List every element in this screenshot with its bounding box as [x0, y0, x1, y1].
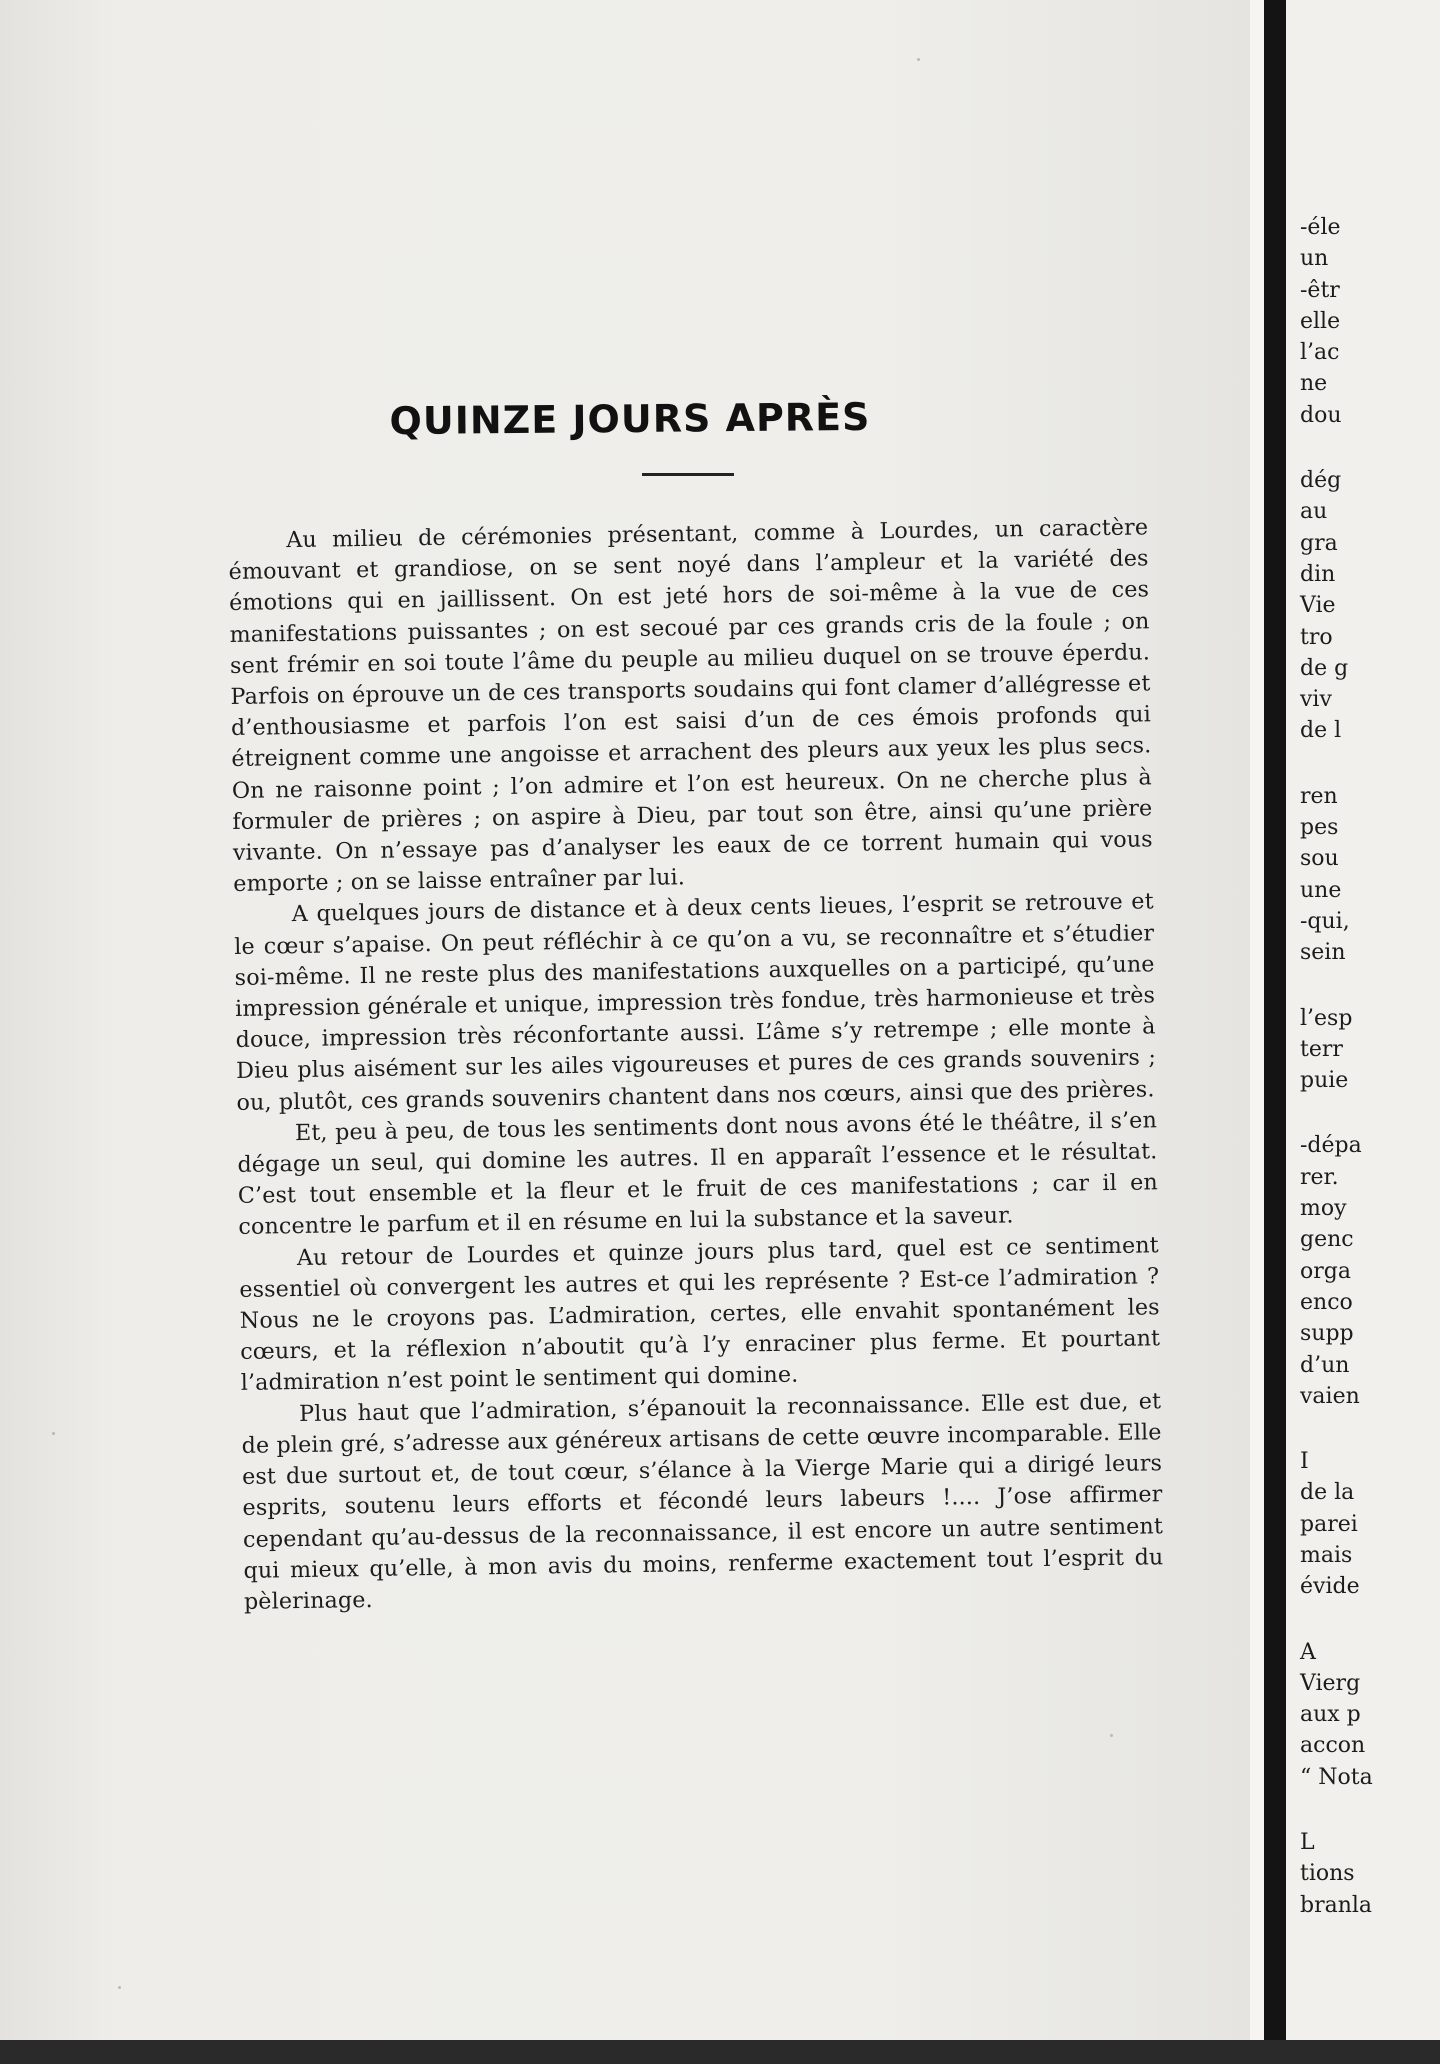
adjacent-page-line: pes	[1300, 815, 1339, 841]
adjacent-page-line: accon	[1300, 1733, 1366, 1759]
page-edge-highlight	[1250, 0, 1264, 2040]
adjacent-page-line: une	[1300, 877, 1342, 903]
paper-speck	[118, 1986, 121, 1989]
adjacent-page-line: rer.	[1300, 1164, 1339, 1190]
adjacent-page-line: A	[1300, 1639, 1316, 1665]
adjacent-page-line: Vierg	[1300, 1670, 1361, 1696]
adjacent-page-line: -qui,	[1300, 908, 1350, 934]
adjacent-page-line: moy	[1300, 1196, 1347, 1222]
adjacent-page-line: sein	[1300, 940, 1346, 966]
adjacent-page-line: -êtr	[1300, 277, 1340, 303]
adjacent-page-line: aux p	[1300, 1702, 1361, 1728]
adjacent-page-text	[1300, 212, 1440, 1921]
paper-speck	[917, 58, 920, 61]
article-body	[228, 512, 1164, 1618]
adjacent-page-line: de g	[1300, 655, 1349, 681]
adjacent-page-line: supp	[1300, 1321, 1354, 1347]
adjacent-page-line: viv	[1300, 687, 1332, 713]
adjacent-page-line: sou	[1300, 846, 1339, 872]
paper-speck	[1110, 1734, 1113, 1737]
adjacent-page-line: I	[1300, 1449, 1309, 1475]
paragraph-4: Au retour de Lourdes et quinze jours plus tard, quel est ce sentiment essentiel où convergent les autres et qui les représente ? Est-ce l’admiration ? Nous ne le croyons pas. L’admiration, certes, elle envahit spontanément les cœurs, et la réflexion n’aboutit qu’à l’y enraciner plus ferme. Et pourtant l’admiration n’est point le sentiment qui domine.	[239, 1231, 1161, 1397]
adjacent-page-line: dou	[1300, 402, 1342, 428]
paragraph-2: A quelques jours de distance et à deux cents lieues, l’esprit se retrouve et le cœur s’apaise. On peut réfléchir à ce qu’on a vu, se reconnaître et s’étudier soi-même. Il ne reste plus des manifestations auxquelles on a participé, qu’une impression générale et unique, impression très fondue, très harmonieuse et très douce, impression très réconfortante aussi. L’âme s’y retrempe ; elle monte à Dieu plus aisément sur les ailes vigoureuses et pures de ces grands souvenirs ; ou, plutôt, ces grands souvenirs chantent dans nos cœurs, ainsi que des prières.	[234, 888, 1157, 1116]
adjacent-page-line: orga	[1300, 1258, 1351, 1284]
adjacent-page-line: ren	[1300, 783, 1338, 809]
adjacent-page-line: au	[1300, 499, 1328, 525]
adjacent-page-line: L	[1300, 1830, 1315, 1856]
adjacent-page-line: vaien	[1300, 1383, 1360, 1409]
adjacent-page-line: d’un	[1300, 1352, 1350, 1378]
adjacent-page-line: tions	[1300, 1861, 1355, 1887]
adjacent-page-line: tro	[1300, 624, 1333, 650]
adjacent-page-line: de l	[1300, 718, 1342, 744]
adjacent-page-line: mais	[1300, 1542, 1353, 1568]
adjacent-page-line: gra	[1300, 530, 1338, 556]
paragraph-gap	[1300, 747, 1440, 781]
adjacent-page-line: -éle	[1300, 215, 1341, 240]
paragraph-gap	[1300, 431, 1440, 465]
adjacent-page-line: évide	[1300, 1574, 1360, 1600]
adjacent-page-line: dég	[1300, 468, 1342, 494]
adjacent-page-line: l’esp	[1300, 1005, 1353, 1031]
paragraph-gap	[1300, 1412, 1440, 1446]
adjacent-page-line: un	[1300, 246, 1329, 272]
adjacent-page-line: branla	[1300, 1892, 1373, 1918]
adjacent-page-line: puie	[1300, 1068, 1349, 1094]
title-divider	[642, 473, 734, 476]
adjacent-page-line: l’ac	[1300, 340, 1340, 366]
adjacent-page-line: din	[1300, 561, 1336, 587]
paper-speck	[52, 1432, 55, 1435]
paragraph-1: Au milieu de cérémonies présentant, comme à Lourdes, un caractère émouvant et grandiose, on se sent noyé dans l’ampleur et la variété des émotions qui en jaillissent. On est jeté hors de soi-même à la vue de ces manifestations puissantes ; on est secoué par ces grands cris de la foule ; on sent frémir en soi toute l’âme du peuple au milieu duquel on se trouve éperdu. Parfois on éprouve un de ces transports soudains qui font clamer d’allégresse et d’enthousiasme et parfois l’on est saisi d’un de ces émois profonds qui étreignent comme une angoisse et arrachent des pleurs aux yeux les plus secs. On ne raisonne point ; l’on admire et l’on est heureux. On ne cherche plus à formuler de prières ; on aspire à Dieu, par tout son être, ainsi qu’une prière vivante. On n’essaye pas d’analyser les eaux de ce torrent humain qui vous emporte ; on se laisse entraîner par lui.	[228, 514, 1153, 898]
paragraph-gap	[1300, 1793, 1440, 1827]
paragraph-5: Plus haut que l’admiration, s’épanouit la reconnaissance. Elle est due, et de plein gré, s’adresse aux généreux artisans de cette œuvre incomparable. Elle est due surtout et, de tout cœur, s’élance à la Vierge Marie qui a dirigé leurs esprits, soutenu leurs efforts et fécondé leurs labeurs !.... J’ose affirmer cependant qu’au-dessus de la reconnaissance, il est encore un autre sentiment qui mieux qu’elle, à mon avis du moins, renferme exactement tout l’esprit du pèlerinage.	[241, 1387, 1164, 1615]
paragraph-gap	[1300, 1603, 1440, 1637]
adjacent-page-line: parei	[1300, 1511, 1358, 1537]
adjacent-page-line: genc	[1300, 1227, 1354, 1253]
adjacent-page-line: ne	[1300, 371, 1328, 397]
adjacent-page-line: enco	[1300, 1289, 1353, 1315]
scan-bottom-edge	[0, 2040, 1440, 2064]
paragraph-3: Et, peu à peu, de tous les sentiments dont nous avons été le théâtre, il s’en dégage un seul, qui domine les autres. Il en apparaît l’essence et le résultat. C’est tout ensemble et la fleur et le fruit de ces manifestations ; car il en concentre le parfum et il en résume en lui la substance et la saveur.	[237, 1107, 1159, 1241]
book-gutter	[1264, 0, 1286, 2040]
adjacent-page-line: de la	[1300, 1480, 1355, 1506]
adjacent-page-line: Vie	[1300, 593, 1336, 619]
page-title: QUINZE JOURS APRÈS	[389, 395, 871, 444]
paragraph-gap	[1300, 1096, 1440, 1130]
adjacent-page-line: elle	[1300, 308, 1341, 334]
adjacent-page-line: “ Nota	[1300, 1764, 1373, 1790]
adjacent-page-line: terr	[1300, 1036, 1343, 1062]
adjacent-page-fragment	[1286, 0, 1440, 2040]
adjacent-page-line: -dépa	[1300, 1133, 1362, 1159]
paragraph-gap	[1300, 969, 1440, 1003]
